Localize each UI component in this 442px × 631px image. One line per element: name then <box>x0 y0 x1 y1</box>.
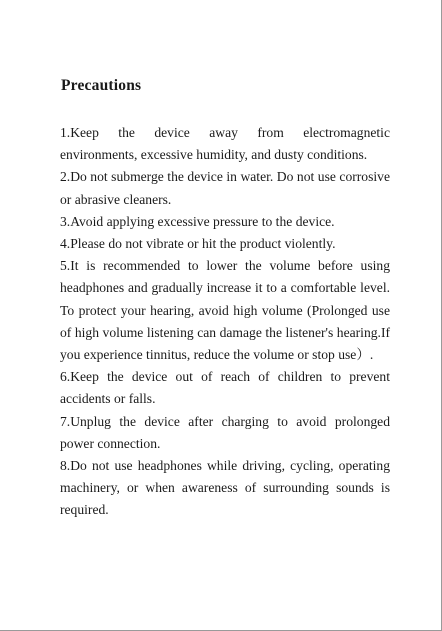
precaution-item-6: 6.Keep the device out of reach of children to prevent accidents or falls. <box>60 369 390 407</box>
precautions-list <box>60 122 390 522</box>
precaution-item-5: 5.It is recommended to lower the volume before using headphones and gradually increase it to a comfortable level. To protect your hearing, avoid high volume (Prolonged use of high volume listening can damage the listener's hearing.If you experience tinnitus, reduce the volume or stop use）. <box>60 258 390 363</box>
precaution-item-4: 4.Please do not vibrate or hit the product violently. <box>60 236 336 252</box>
page-title: Precautions <box>61 77 142 94</box>
precaution-item-3: 3.Avoid applying excessive pressure to the device. <box>60 213 335 229</box>
precaution-item-2: 2.Do not submerge the device in water. Do not use corrosive or abrasive cleaners. <box>60 169 390 207</box>
precaution-item-8: 8.Do not use headphones while driving, cycling, operating machinery, or when awareness of surrounding sounds is required. <box>60 458 390 518</box>
precaution-item-7: 7.Unplug the device after charging to avoid prolonged power connection. <box>60 413 390 451</box>
precaution-item-1: 1.Keep the device away from electromagnetic environments, excessive humidity, and dusty conditions. <box>60 125 390 163</box>
